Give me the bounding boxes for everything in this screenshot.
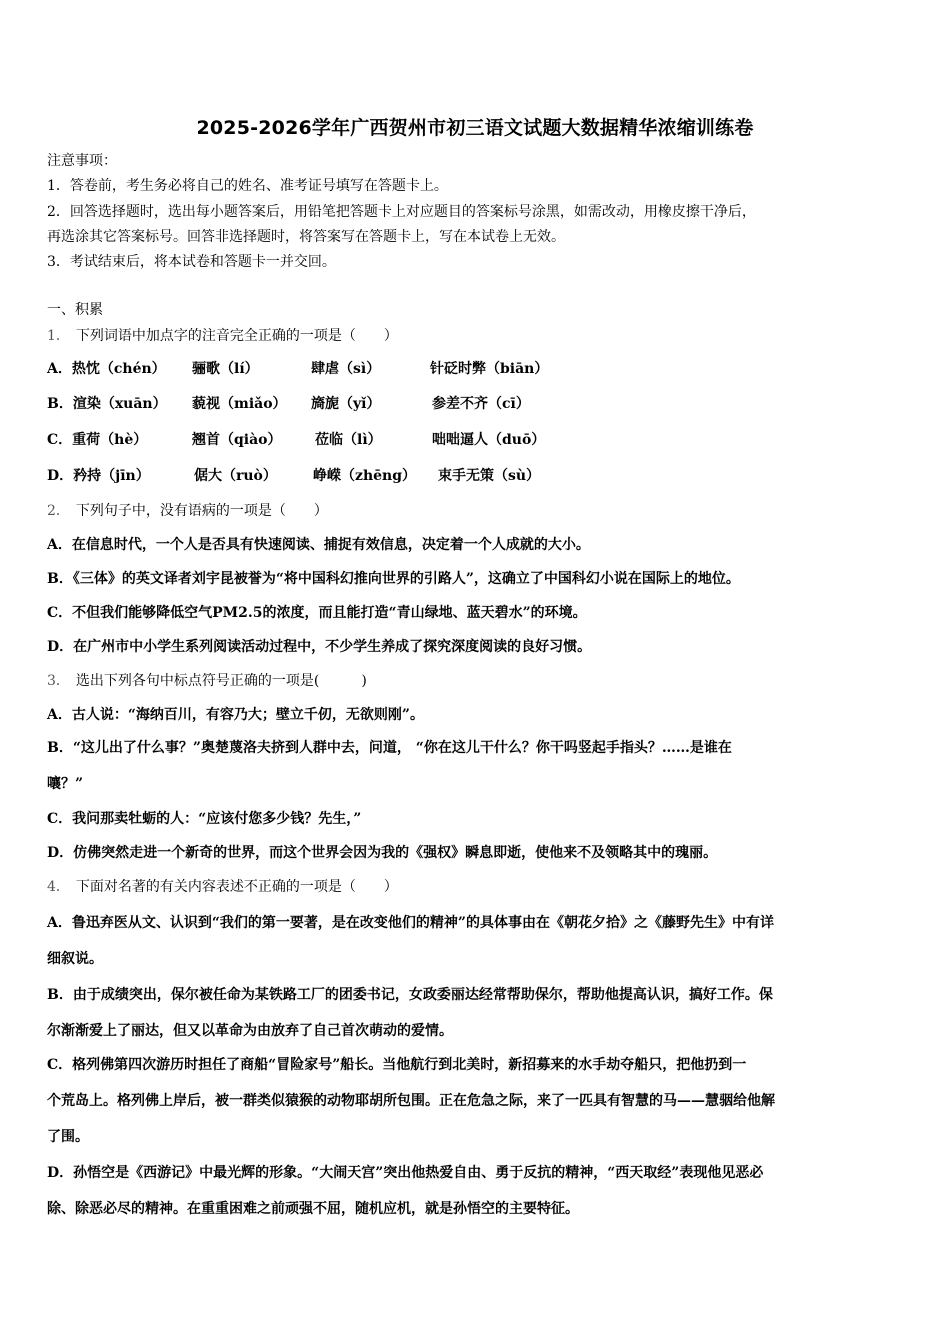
q4-option-a: A．鲁迅弃医从文、认识到“我们的第一要著，是在改变他们的精神”的具体事由在《朝花夕拾》之《藤野先生》中有详 (47, 915, 774, 931)
q1-option-c-word1: C．重荷（hè） (47, 432, 148, 448)
q1-option-a-word4: 针砭时弊（biān） (430, 361, 549, 377)
q4-option-c-continued: 了围。 (47, 1129, 89, 1145)
question-1-stem (47, 326, 398, 346)
question-text: 下列词语中加点字的注音完全正确的一项是（ ） (75, 328, 398, 344)
question-number: 1． (47, 328, 70, 344)
q3-option-b: B．“这儿出了什么事？”奥楚蔑洛夫挤到人群中去，问道， “你在这儿干什么？你干吗竖起手指头？……是谁在 (47, 740, 732, 756)
q4-option-c: C．格列佛第四次游历时担任了商船“冒险家号”船长。当他航行到北美时，新招募来的水手劫夺船只，把他扔到一 (47, 1057, 747, 1073)
q2-option-b: B．《三体》的英文译者刘宇昆被誉为“将中国科幻推向世界的引路人”，这确立了中国科幻小说在国际上的地位。 (47, 571, 740, 587)
q1-option-a-word3: 肆虐（sì） (311, 361, 381, 377)
q1-option-d-word2: 倨大（ruò） (194, 468, 277, 484)
q4-option-b: B．由于成绩突出，保尔被任命为某铁路工厂的团委书记，女政委丽达经常帮助保尔，帮助他提高认识，搞好工作。保 (47, 987, 773, 1003)
q1-option-b-word3: 旖旎（yǐ） (311, 396, 381, 412)
q1-option-a-word2: 骊歌（lí） (192, 361, 259, 377)
q1-option-b-word4: 参差不齐（cī） (432, 396, 530, 412)
q3-option-b-continued: 嚷？” (47, 776, 84, 792)
q3-option-a: A．古人说：“海纳百川，有容乃大；壁立千仞，无欲则刚”。 (47, 707, 424, 723)
page-title: 2025-2026学年广西贺州市初三语文试题大数据精华浓缩训练卷 (196, 117, 754, 139)
question-number: 3． (47, 673, 70, 689)
q1-option-d-word3: 峥嵘（zhēng） (313, 468, 417, 484)
notice-item: 3．考试结束后，将本试卷和答题卡一并交回。 (47, 254, 336, 270)
question-number: 4． (47, 879, 70, 895)
q4-option-d-continued: 除、除恶必尽的精神。在重重困难之前顽强不屈，随机应机，就是孙悟空的主要特征。 (47, 1201, 579, 1217)
question-3-stem (47, 671, 367, 691)
question-2-stem (47, 501, 328, 521)
q1-option-d-word1: D．矜持（jīn） (47, 468, 150, 484)
notice-item: 再选涂其它答案标号。回答非选择题时，将答案写在答题卡上，写在本试卷上无效。 (47, 229, 565, 245)
q1-option-c-word3: 莅临（lì） (315, 432, 382, 448)
q2-option-a: A．在信息时代，一个人是否具有快速阅读、捕捉有效信息，决定着一个人成就的大小。 (47, 537, 590, 553)
q1-option-b-word1: B．渲染（xuān） (47, 396, 167, 412)
notice-item: 1．答卷前，考生务必将自己的姓名、准考证号填写在答题卡上。 (47, 178, 448, 194)
q4-option-a-continued: 细叙说。 (47, 951, 103, 967)
q3-option-d: D．仿佛突然走进一个新奇的世界，而这个世界会因为我的《强权》瞬息即逝，使他来不及领略其中的瑰丽。 (47, 845, 718, 861)
q3-option-c: C．我问那卖牡蛎的人：“应该付您多少钱？先生，” (47, 811, 362, 827)
question-number: 2． (47, 503, 70, 519)
question-text: 下面对名著的有关内容表述不正确的一项是（ ） (75, 879, 398, 895)
question-text: 下列句子中，没有语病的一项是（ ） (75, 503, 328, 519)
question-4-stem (47, 877, 398, 897)
q1-option-c-word4: 咄咄逼人（duō） (432, 432, 546, 448)
notice-heading: 注意事项： (47, 153, 117, 169)
q4-option-c-continued: 个荒岛上。格列佛上岸后，被一群类似猿猴的动物耶胡所包围。正在危急之际，来了一匹具有智慧的马——慧骃给他解 (47, 1093, 775, 1109)
notice-item: 2．回答选择题时，选出每小题答案后，用铅笔把答题卡上对应题目的答案标号涂黑，如需改动，用橡皮擦干净后， (47, 204, 756, 220)
q1-option-b-word2: 藐视（miǎo） (192, 396, 287, 412)
q1-option-c-word2: 翘首（qiào） (192, 432, 282, 448)
question-text: 选出下列各句中标点符号正确的一项是( ) (75, 673, 367, 689)
q1-option-d-word4: 束手无策（sù） (438, 468, 541, 484)
q2-option-d: D．在广州市中小学生系列阅读活动过程中，不少学生养成了探究深度阅读的良好习惯。 (47, 639, 592, 655)
q4-option-b-continued: 尔渐渐爱上了丽达，但又以革命为由放弃了自己首次萌动的爱情。 (47, 1023, 453, 1039)
q2-option-c: C．不但我们能够降低空气PM2.5的浓度，而且能打造“青山绿地、蓝天碧水”的环境。 (47, 605, 587, 621)
q1-option-a-word1: A．热忱（chén） (47, 361, 166, 377)
q4-option-d: D．孙悟空是《西游记》中最光辉的形象。“大闹天宫”突出他热爱自由、勇于反抗的精神，“西天取经”表现他见恶必 (47, 1165, 764, 1181)
section-heading: 一、积累 (47, 302, 103, 318)
